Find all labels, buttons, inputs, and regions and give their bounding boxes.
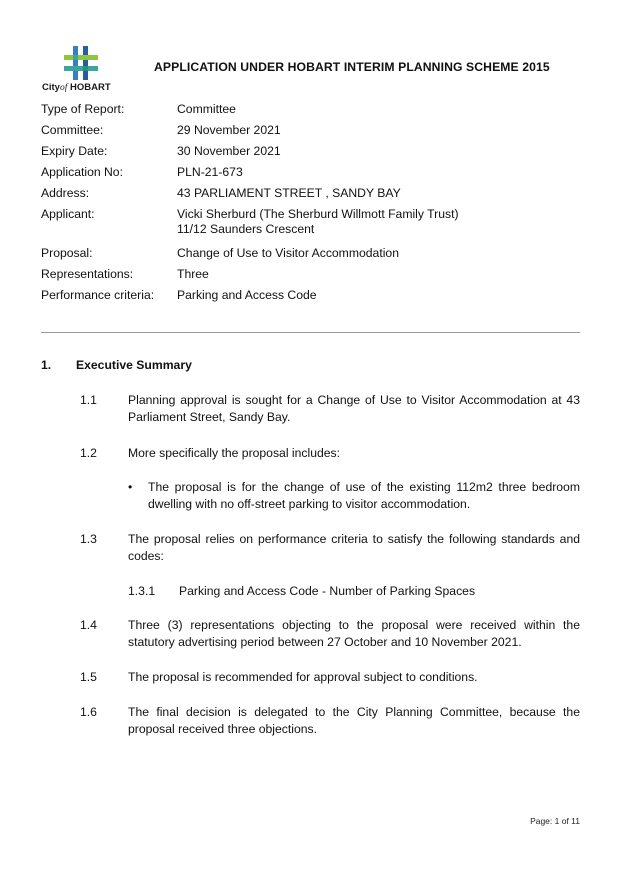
detail-label: Expiry Date: [41, 144, 108, 158]
paragraph-number: 1.2 [80, 446, 97, 460]
report-title: APPLICATION UNDER HOBART INTERIM PLANNING SCHEME 2015 [154, 60, 550, 74]
detail-label: Performance criteria: [41, 288, 155, 302]
detail-label: Type of Report: [41, 102, 125, 116]
subitem-number: 1.3.1 [128, 584, 156, 598]
bullet-icon: • [128, 480, 133, 494]
paragraph-text: The proposal relies on performance criteria to satisfy the following standards and codes: [128, 532, 580, 563]
detail-value: Three [177, 267, 209, 281]
paragraph-number: 1.5 [80, 670, 97, 684]
detail-label: Representations: [41, 267, 134, 281]
paragraph-number: 1.4 [80, 618, 97, 632]
logo-wordmark: Cityof HOBART [42, 82, 111, 93]
detail-value: Change of Use to Visitor Accommodation [177, 246, 399, 260]
detail-value: PLN-21-673 [177, 165, 243, 179]
city-of-hobart-logo [42, 46, 120, 98]
page-number: Page: 1 of 11 [530, 816, 580, 826]
paragraph-text: Planning approval is sought for a Change of Use to Visitor Accommodation at 43 Parliament Street, Sandy Bay. [128, 393, 580, 424]
detail-value: 30 November 2021 [177, 144, 281, 158]
detail-value: Parking and Access Code [177, 288, 317, 302]
paragraph-1-1 [80, 392, 580, 426]
applicant-name: Vicki Sherburd (The Sherburd Willmott Family Trust) [177, 207, 459, 221]
detail-label: Address: [41, 186, 90, 200]
section-number: 1. [41, 358, 52, 372]
paragraph-text: More specifically the proposal includes: [128, 446, 341, 460]
paragraph-1-3 [80, 531, 580, 565]
paragraph-1-5 [80, 669, 580, 686]
paragraph-number: 1.1 [80, 393, 97, 407]
applicant-address: 11/12 Saunders Crescent [177, 222, 315, 236]
detail-label: Applicant: [41, 207, 95, 221]
paragraph-number: 1.6 [80, 705, 97, 719]
paragraph-text: The proposal is recommended for approval subject to conditions. [128, 670, 478, 684]
paragraph-text: Three (3) representations objecting to the proposal were received within the statutory advertising period between 27 October and 10 November 2021. [128, 618, 580, 649]
detail-label: Application No: [41, 165, 123, 179]
bullet-item [128, 479, 580, 513]
detail-value [177, 207, 597, 237]
detail-value: 29 November 2021 [177, 123, 281, 137]
paragraph-1-4 [80, 617, 580, 651]
subitem-text: Parking and Access Code - Number of Parking Spaces [179, 584, 476, 598]
paragraph-1-6 [80, 704, 580, 738]
paragraph-1-2 [80, 445, 580, 462]
detail-value: 43 PARLIAMENT STREET , SANDY BAY [177, 186, 401, 200]
paragraph-number: 1.3 [80, 532, 97, 546]
detail-label: Committee: [41, 123, 104, 137]
detail-value: Committee [177, 102, 236, 116]
bullet-text: The proposal is for the change of use of the existing 112m2 three bedroom dwelling with no off-street parking to visitor accommodation. [148, 480, 580, 511]
hobart-grid-emblem-icon [64, 46, 98, 80]
section-title: Executive Summary [76, 358, 192, 372]
paragraph-text: The final decision is delegated to the City Planning Committee, because the proposal received three objections. [128, 705, 580, 736]
detail-label: Proposal: [41, 246, 93, 260]
horizontal-divider [41, 332, 580, 333]
